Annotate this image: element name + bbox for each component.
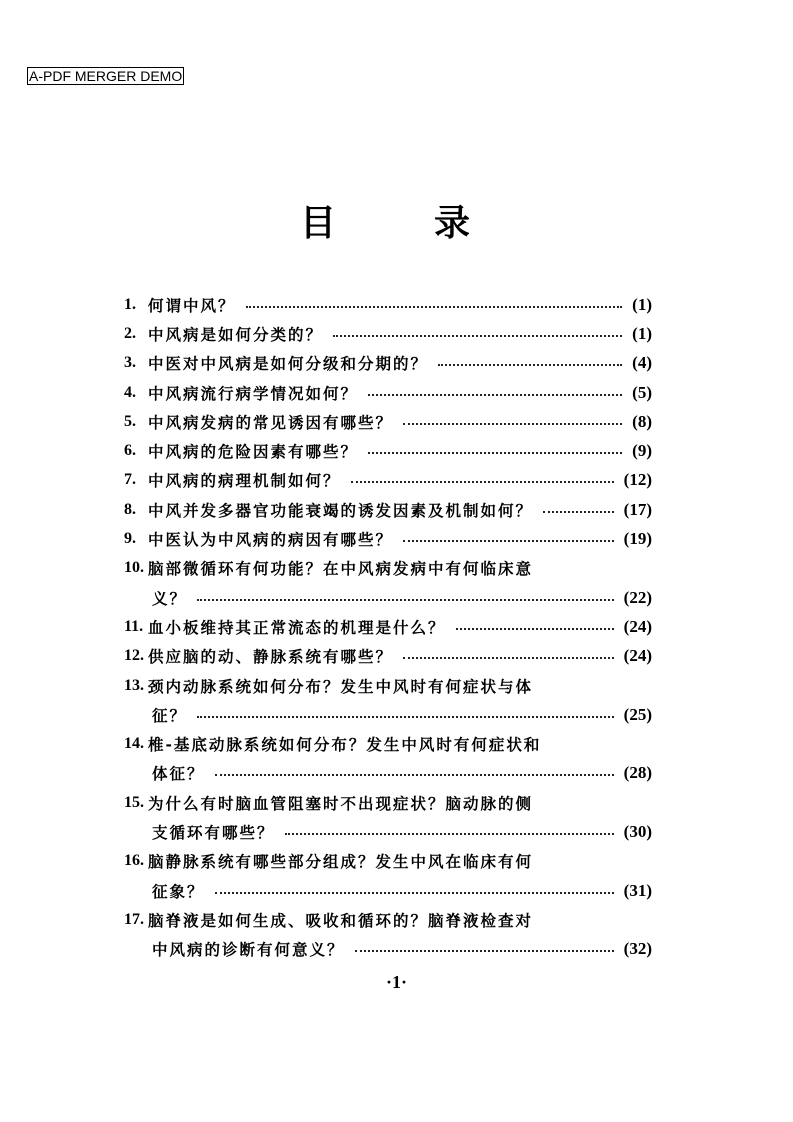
toc-line [124,847,652,876]
entry-number: 3. [124,354,136,372]
entry-number: 7. [124,471,136,489]
dot-leader [246,306,623,308]
toc-line [124,436,652,465]
entry-title: 为什么有时脑血管阻塞时不出现症状？脑动脉的侧 [148,794,534,813]
toc-line [124,612,652,641]
toc-entry[interactable] [124,554,652,613]
entry-title: 中医对中风病是如何分级和分期的？ [148,355,429,374]
entry-title: 体征？ [152,765,205,784]
page-number: ·1· [385,972,407,992]
entry-number: 4. [124,383,136,401]
toc-entry[interactable] [124,466,652,495]
table-of-contents [124,290,652,964]
entry-title: 中医认为中风病的病因有哪些？ [148,531,394,550]
toc-entry[interactable] [124,847,652,906]
toc-entry[interactable] [124,612,652,641]
toc-entry[interactable] [124,788,652,847]
entry-page: (5) [632,382,652,402]
dot-leader [215,892,614,894]
entry-page: (4) [632,353,652,373]
entry-number: 8. [124,500,136,518]
toc-entry[interactable] [124,319,652,348]
dot-leader [215,774,614,776]
entry-number: 1. [124,295,136,313]
watermark: A-PDF MERGER DEMO [29,68,183,84]
entry-page: (1) [632,294,652,314]
entry-page: (1) [632,323,652,343]
toc-line [124,349,652,378]
entry-page: (24) [623,616,652,636]
entry-number: 12. [124,647,144,665]
entry-page: (32) [623,939,652,959]
toc-line [124,729,652,758]
dot-leader [197,716,614,718]
toc-line [124,524,652,553]
toc-line [124,671,652,700]
dot-leader [403,423,622,425]
toc-line [124,290,652,319]
toc-entry[interactable] [124,495,652,524]
entry-title: 中风病的诊断有何意义？ [152,941,345,960]
entry-title: 中风病流行病学情况如何？ [148,384,359,403]
entry-title: 支循环有哪些？ [152,823,275,842]
toc-line [124,642,652,671]
entry-title: 征？ [152,706,188,725]
entry-page: (25) [623,704,652,724]
dot-leader [285,833,614,835]
entry-title: 脑部微循环有何功能？在中风病发病中有何临床意 [148,560,534,579]
toc-line [124,876,652,905]
toc-line [124,905,652,934]
entry-number: 15. [124,793,144,811]
toc-entry[interactable] [124,729,652,788]
toc-line [124,700,652,729]
entry-number: 5. [124,412,136,430]
toc-entry[interactable] [124,349,652,378]
toc-entry[interactable] [124,642,652,671]
entry-page: (22) [623,587,652,607]
dot-leader [197,599,614,601]
entry-page: (24) [623,646,652,666]
dot-leader [355,950,614,952]
page-title [300,195,470,246]
entry-number: 13. [124,676,144,694]
toc-entry[interactable] [124,378,652,407]
toc-line [124,495,652,524]
dot-leader [333,335,622,337]
toc-line [124,759,652,788]
dot-leader [368,452,622,454]
entry-title: 供应脑的动、静脉系统有哪些？ [148,648,394,667]
entry-title: 椎-基底动脉系统如何分布？发生中风时有何症状和 [148,736,542,755]
entry-page: (31) [623,880,652,900]
dot-leader [543,511,614,513]
dot-leader [351,481,614,483]
dot-leader [403,540,614,542]
entry-title: 中风病发病的常见诱因有哪些？ [148,413,394,432]
entry-title: 征象？ [152,882,205,901]
entry-title: 何谓中风？ [148,296,236,315]
entry-title: 脑静脉系统有哪些部分组成？发生中风在临床有何 [148,853,534,872]
entry-page: (30) [623,821,652,841]
toc-line [124,319,652,348]
toc-line [124,407,652,436]
entry-title: 脑脊液是如何生成、吸收和循环的？脑脊液检查对 [148,911,534,930]
entry-page: (8) [632,411,652,431]
entry-page: (12) [623,470,652,490]
title-char: 目 [300,202,337,244]
toc-line [124,378,652,407]
entry-number: 9. [124,530,136,548]
toc-line [124,466,652,495]
entry-number: 10. [124,559,144,577]
dot-leader [368,394,622,396]
title-char: 录 [433,202,470,244]
toc-entry[interactable] [124,290,652,319]
entry-title: 义？ [152,589,188,608]
toc-line [124,554,652,583]
entry-title: 中风并发多器官功能衰竭的诱发因素及机制如何？ [148,501,534,520]
dot-leader [403,657,614,659]
toc-entry[interactable] [124,671,652,730]
entry-number: 11. [124,617,144,635]
dot-leader [438,364,622,366]
entry-number: 16. [124,852,144,870]
entry-number: 14. [124,735,144,753]
toc-line [124,817,652,846]
toc-entry[interactable] [124,905,652,964]
entry-page: (17) [623,499,652,519]
entry-title: 颈内动脉系统如何分布？发生中风时有何症状与体 [148,677,534,696]
entry-number: 17. [124,910,144,928]
entry-title: 中风病是如何分类的？ [148,325,324,344]
toc-entry[interactable] [124,407,652,436]
dot-leader [456,628,614,630]
entry-page: (28) [623,763,652,783]
entry-number: 6. [124,442,136,460]
toc-entry[interactable] [124,524,652,553]
entry-page: (19) [623,529,652,549]
entry-title: 血小板维持其正常流态的机理是什么？ [148,618,446,637]
entry-title: 中风病的病理机制如何？ [148,472,341,491]
toc-line [124,935,652,964]
entry-page: (9) [632,441,652,461]
toc-line [124,583,652,612]
entry-number: 2. [124,324,136,342]
toc-entry[interactable] [124,436,652,465]
entry-title: 中风病的危险因素有哪些？ [148,443,359,462]
toc-line [124,788,652,817]
